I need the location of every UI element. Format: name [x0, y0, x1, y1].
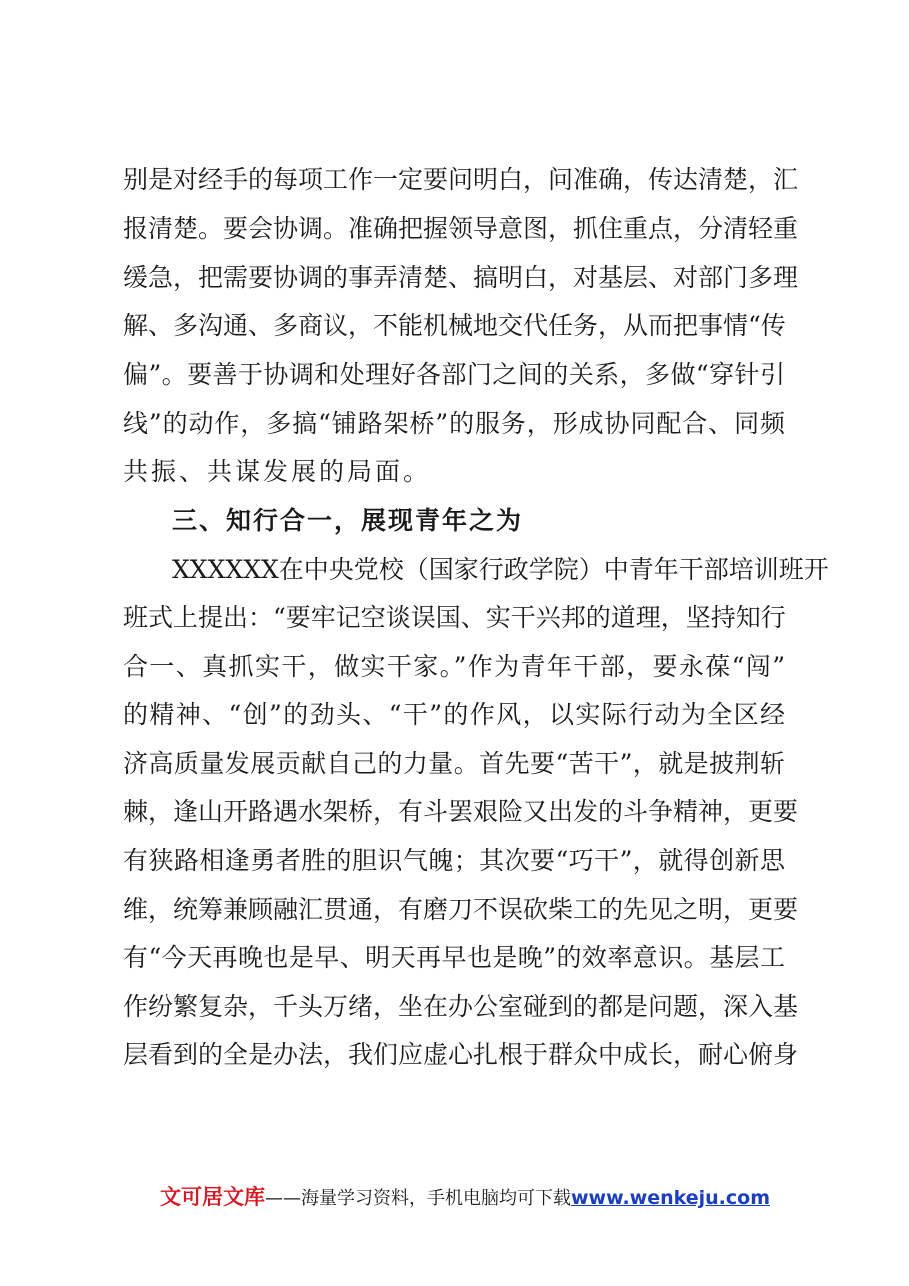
body-line: 有狭路相逢勇者胜的胆识气魄；其次要“巧干”，就得创新思	[123, 846, 785, 875]
footer-slogan: ——海量学习资料，手机电脑均可下载	[265, 1188, 571, 1209]
body-line: 棘，逢山开路遇水架桥，有斗罢艰险又出发的斗争精神，更要	[123, 797, 799, 826]
footer-banner	[160, 1182, 770, 1212]
body-line: 解、多沟通、多商议，不能机械地交代任务，从而把事情“传	[123, 311, 786, 340]
body-line: 层看到的全是办法，我们应虚心扎根于群众中成长，耐心俯身	[123, 1040, 799, 1069]
brand-name: 文可居文库	[160, 1185, 265, 1209]
website-link[interactable]: www.wenkeju.com	[571, 1187, 771, 1209]
body-line: 维，统筹兼顾融汇贯通，有磨刀不误砍柴工的先见之明，更要	[123, 895, 799, 924]
body-line: 济高质量发展贡献自己的力量。首先要“苦干”，就是披荆斩	[123, 749, 785, 778]
body-line: 线”的动作，多搞“铺路架桥”的服务，形成协同配合、同频	[123, 409, 785, 438]
body-line: 别是对经手的每项工作一定要问明白，问准确，传达清楚，汇	[123, 165, 799, 194]
section-heading: 三、知行合一，展现青年之为	[172, 506, 524, 535]
body-line: 有“今天再晚也是早、明天再早也是晚”的效率意识。基层工	[123, 943, 785, 972]
body-line: XXXXXX在中央党校（国家行政学院）中青年干部培训班开	[172, 555, 829, 584]
body-line: 缓急，把需要协调的事弄清楚、搞明白，对基层、对部门多理	[123, 263, 799, 292]
body-line: 偏”。要善于协调和处理好各部门之间的关系，多做“穿针引	[123, 360, 785, 389]
body-line: 的精神、“创”的劲头、“干”的作风，以实际行动为全区经	[123, 700, 785, 729]
body-line: 作纷繁复杂，千头万绪，坐在办公室碰到的都是问题，深入基	[123, 992, 799, 1021]
body-line: 报清楚。要会协调。准确把握领导意图，抓住重点，分清轻重	[123, 214, 799, 243]
body-line: 班式上提出：“要牢记空谈误国、实干兴邦的道理，坚持知行	[123, 603, 786, 632]
body-line: 共振、共谋发展的局面。	[123, 457, 432, 486]
body-line: 合一、真抓实干，做实干家。”作为青年干部，要永葆“闯”	[123, 652, 785, 681]
